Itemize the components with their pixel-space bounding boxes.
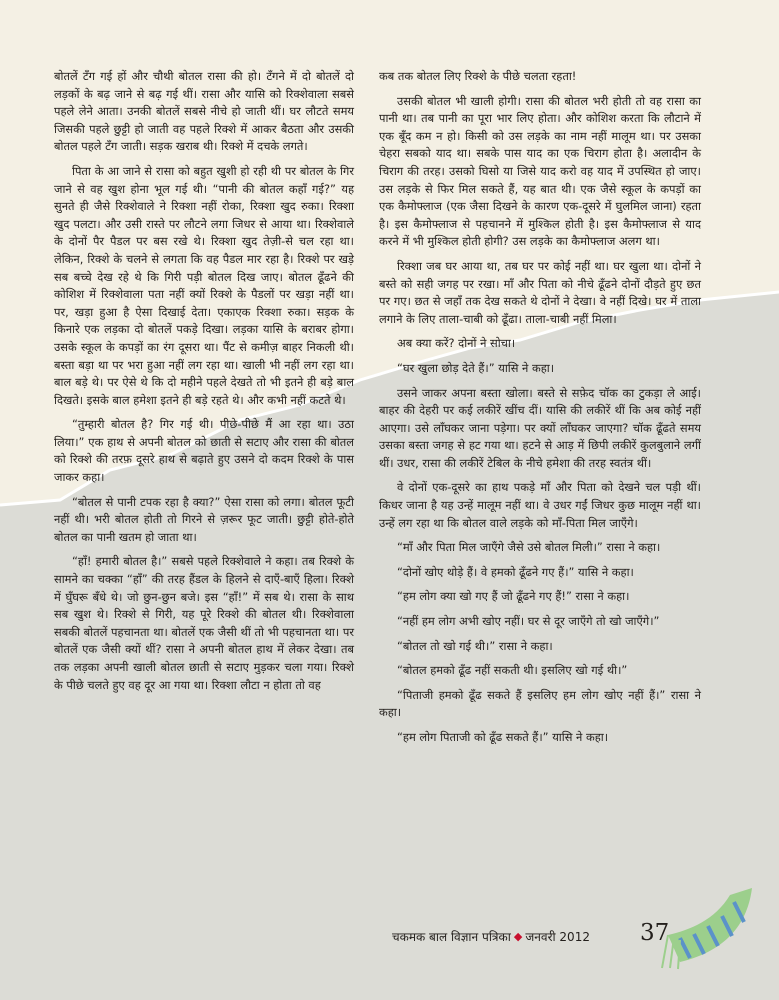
paragraph: कब तक बोतल लिए रिक्शे के पीछे चलता रहता!	[379, 69, 577, 83]
paragraph: “हाँ! हमारी बोतल है।” सबसे पहले रिक्शेवाले ने कहा। तब रिक्शे के सामने का चक्का “हाँ” की तरह हैंडल के हिलने से दाएँ-बाएँ हिला। रिक्शे में घुँघरू बँधे थे। जो छुन-छुन बजे। इस “हाँ!” में सब थे। रासा के साथ सब खुश थे। रिक्शे से गिरी, यह पूरे रिक्शे की बोतल थी। रिक्शेवाला सबकी बोतलें पहचानता था। बोतलें एक जैसी थीं तो भी पहचानता था। पर बोतलें एक जैसी क्यों थीं? रासा ने अपनी बोतल हाथ में लेकर देखा। तब तक लड़का अपनी खाली बोतल छाती से सटाए मुड़कर चला गया। रिक्शे के पीछे चलते हुए वह दूर आ गया था। रिक्शा लौटा न होता तो वह	[54, 554, 354, 692]
page-number: 37	[640, 920, 670, 946]
paragraph: “घर खुला छोड़ देते हैं।” यासि ने कहा।	[397, 360, 555, 375]
paragraph: “हम लोग क्या खो गए हैं जो ढूँढने गए हैं!” रासा ने कहा।	[397, 589, 630, 604]
paragraph: “बोतल हमको ढूँढ नहीं सकती थी। इसलिए खो गई थी।”	[397, 663, 628, 678]
paragraph: उसने जाकर अपना बस्ता खोला। बस्ते से सफ़ेद चॉक का टुकड़ा ले आई। बाहर की देहरी पर कई लकीरें खींच दीं। यासि की लकीरें थीं कि अब कोई नहीं आएगा। उसे लाँघकर जाना पड़ेगा। पर क्यों लाँघकर जाएगा? चॉक ढूँढते समय उसका बस्ता जगह से हट गया था। हटने से आड़ में छिपी लकीरें कुलबुलाने लगीं थीं। उधर, रासा की लकीरें टेबिल के नीचे हमेशा की तरह स्वतंत्र थीं।	[379, 385, 701, 470]
paragraph: अब क्या करें? दोनों ने सोचा।	[397, 336, 516, 351]
paragraph: “माँ और पिता मिल जाएँगे जैसे उसे बोतल मिली।” रासा ने कहा।	[397, 540, 661, 555]
scarf-illustration	[660, 880, 760, 970]
paragraph: वे दोनों एक-दूसरे का हाथ पकड़े माँ और पिता को देखने चल पड़ी थीं। किधर जाना है यह उन्हें मालूम नहीं था। वे उधर गईं जिधर कुछ मालूम नहीं था। उन्हें लग रहा था कि बोतल वाले लड़के को माँ-पिता मिल जाएँगे।	[379, 480, 701, 530]
magazine-name: चकमक बाल विज्ञान पत्रिका	[392, 930, 511, 944]
issue-date: जनवरी 2012	[525, 930, 590, 944]
paragraph: रिक्शा जब घर आया था, तब घर पर कोई नहीं था। घर खुला था। दोनों ने बस्ते को सही जगह पर रखा। माँ और पिता को नीचे ढूँढने दोनों दौड़ते हुए छत पर गए। छत से जहाँ तक देख सकते थे दोनों ने देखा। वे नहीं दिखे। घर में ताला लगाने के लिए ताला-चाबी को ढूँढा। ताला-चाबी नहीं मिला।	[379, 258, 701, 326]
paragraph: “बोतल से पानी टपक रहा है क्या?” ऐसा रासा को लगा। बोतल फूटी नहीं थी। भरी बोतल होती तो गिरने से ज़रूर फूट जाती। छुट्टी होते-होते बोतल का पानी खतम हो जाता था।	[54, 494, 354, 544]
paragraph: बोतलें टँग गई हों और चौथी बोतल रासा की हो। टँगने में दो बोतलें दो लड़कों के बढ़ जाने से बढ़ गई थीं। रासा और यासि को रिक्शेवाला सबसे पहले लेने आता। उनकी बोतलें सबसे नीचे हो जाती थीं। घर लौटते समय जिसकी पहले छुट्टी हो जाती वह पहले रिक्शे में आकर बैठता और उसकी बोतल पहले टँग जाती। सड़क खराब थी। रिक्शे में दचके लगते।	[54, 69, 354, 154]
paragraph: “नहीं हम लोग अभी खोए नहीं। घर से दूर जाएँगे तो खो जाएँगे।”	[397, 614, 660, 629]
left-text-column	[54, 68, 354, 701]
separator-icon: ◆	[513, 930, 523, 943]
paragraph: “दोनों खोए थोड़े हैं। वे हमको ढूँढने गए हैं।” यासि ने कहा।	[397, 564, 634, 579]
right-text-column	[379, 68, 701, 754]
paragraph: “बोतल तो खो गई थी।” रासा ने कहा।	[397, 638, 553, 653]
paragraph: “पिताजी हमको ढूँढ सकते हैं इसलिए हम लोग खोए नहीं हैं।” रासा ने कहा।	[379, 687, 701, 720]
paragraph: “तुम्हारी बोतल है? गिर गई थी। पीछे-पीछे मैं आ रहा था। उठा लिया।” एक हाथ से अपनी बोतल को छाती से सटाए और रासा की बोतल को रिक्शे की तरफ़ दूसरे हाथ से बढ़ाते हुए उसने दो कदम रिक्शे के पास जाकर कहा।	[54, 417, 354, 485]
paragraph: “हम लोग पिताजी को ढूँढ सकते हैं।” यासि ने कहा।	[397, 730, 609, 744]
paragraph: उसकी बोतल भी खाली होगी। रासा की बोतल भरी होती तो वह रासा का पानी था। तब पानी का पूरा भार लिए होता। और कोशिश करता कि लौटाने में एक बूँद कम न हो। किसी को उस लड़के का नाम नहीं मालूम था। पर उसका चेहरा सबको याद था। सबके पास याद का एक चिराग होता है। अलादीन के चिराग की तरह। उसको घिसो या जिसे याद करो वह याद में उपस्थित हो जाए। उस लड़के से फिर मिल सकते हैं, यह बात थी। एक जैसे स्कूल के कपड़ों का एक कैमोफ्लाज (एक जैसा दिखने के कारण एक-दूसरे में घुलमिल जाना) रहता है। इस कैमोफ्लाज से पहचानने में मुश्किल होती है। इस कैमोफ्लाज से याद करने में भी मुश्किल होती होगी? उस लड़के का कैमोफ्लाज अलग था।	[379, 93, 701, 249]
paragraph: पिता के आ जाने से रासा को बहुत खुशी हो रही थी पर बोतल के गिर जाने से वह खुश होना भूल गई थी। “पानी की बोतल कहाँ गई?” यह सुनते ही जैसे रिक्शेवाले ने रिक्शा नहीं रोका, रिक्शा खुद रुका। रिक्शा खुद पलटा। और उसी रास्ते पर लौटने लगा जिधर से आया था। रिक्शेवाले के दोनों पैर पैडल पर बस रखे थे। रिक्शा खुद तेज़ी-से चल रहा था। लेकिन, रिक्शे के चलने से लगता कि वह पैडल मार रहा है। रिक्शे पर खड़े सब बच्चे देख रहे थे कि गिरी पड़ी बोतल दिख जाए। बोतल ढूँढने की कोशिश में रिक्शेवाला पता नहीं क्यों रिक्शे के पैडलों पर खड़ा नहीं था। पर, खड़ा हुआ है ऐसा दिखाई देता। एकाएक रिक्शा रुका। सड़क के किनारे एक लड़का दो बोतलें पकड़े दिखा। लड़का यासि के बराबर होगा। उसके स्कूल के कपड़ों का रंग दूसरा था। पैंट से कमीज़ बाहर निकली थी। बस्ता बड़ा था पर भरा हुआ नहीं लग रहा था। खाली भी नहीं लग रहा था। बाल बड़े थे। पर ऐसे थे कि दो महीने पहले देखते तो भी इतने ही बड़े बाल दिखते। इसके बाल हमेशा इतने ही बड़े रहते थे। और कभी नहीं कटते थे।	[54, 163, 354, 407]
footer	[392, 928, 590, 945]
